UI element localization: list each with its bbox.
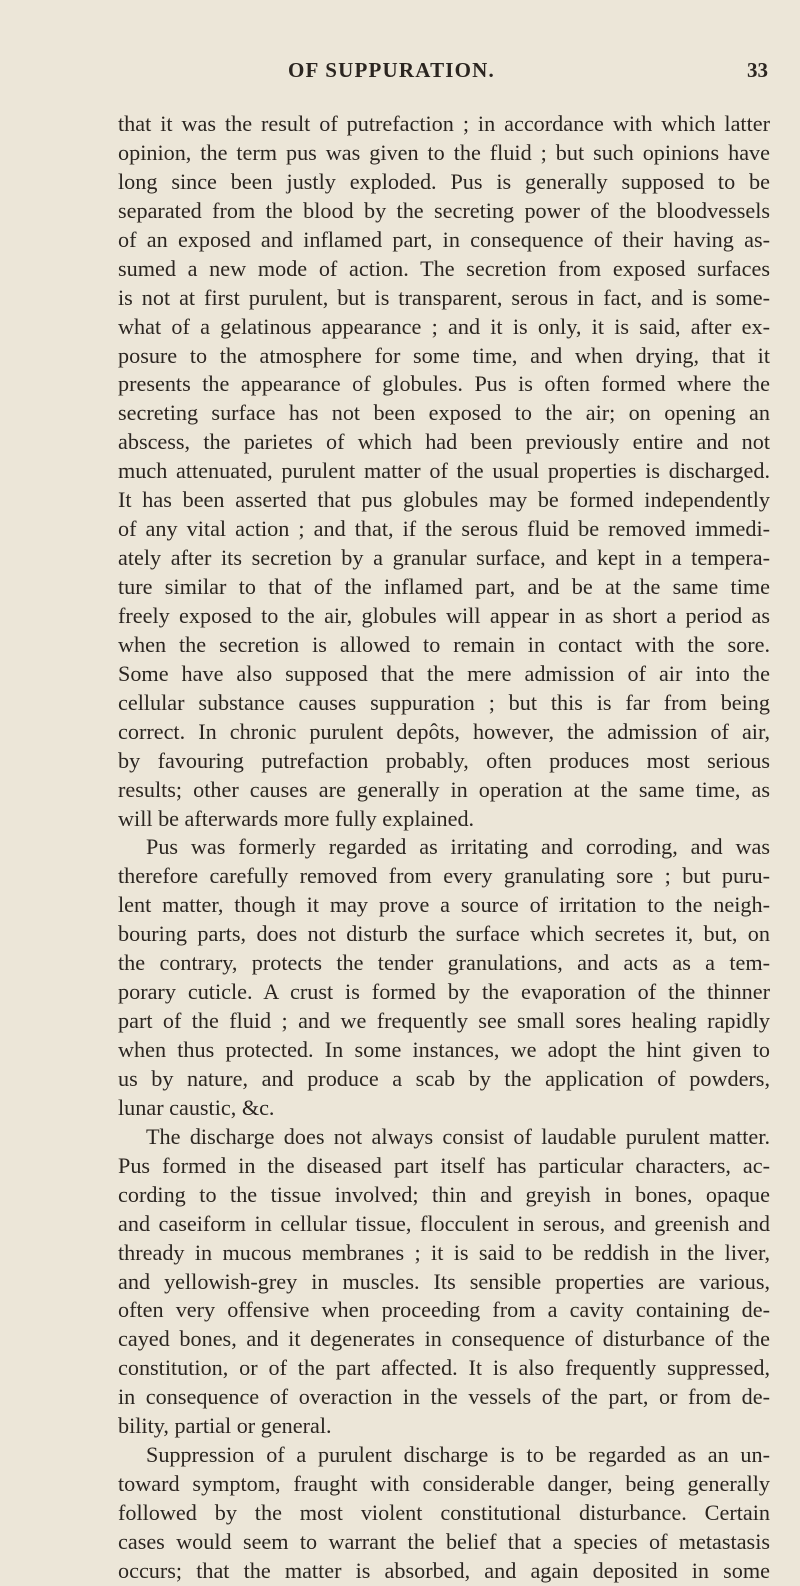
text-line: will be afterwards more fully explained. xyxy=(118,805,475,831)
text-line: much attenuated, purulent matter of the usual properties is discharged. xyxy=(118,458,770,484)
text-line: followed by the most violent constitutional disturbance. Certain xyxy=(118,1500,770,1525)
text-line: part of the fluid ; and we frequently see small sores healing rapidly xyxy=(118,1008,770,1034)
text-line: sumed a new mode of action. The secretion from exposed surfaces xyxy=(118,255,770,281)
text-line: is not at first purulent, but is transparent, serous in fact, and is some- xyxy=(118,284,770,310)
text-line: of an exposed and inflamed part, in consequence of their having as- xyxy=(118,226,770,252)
running-title: OF SUPPURATION. xyxy=(288,58,495,82)
text-line: thready in mucous membranes ; it is said to be reddish in the liver, xyxy=(118,1239,770,1265)
text-line: of any vital action ; and that, if the serous fluid be removed immedi- xyxy=(118,516,770,542)
page-number: 33 xyxy=(747,58,768,82)
text-line: abscess, the parietes of which had been previously entire and not xyxy=(118,429,770,455)
text-line: cayed bones, and it degenerates in consequence of disturbance of the xyxy=(118,1326,770,1352)
text-line: opinion, the term pus was given to the fluid ; but such opinions have xyxy=(118,139,770,165)
text-line: Some have also supposed that the mere admission of air into the xyxy=(118,660,770,686)
text-line: bouring parts, does not disturb the surface which secretes it, but, on xyxy=(118,921,770,947)
text-line: ture similar to that of the inflamed part, and be at the same time xyxy=(118,574,770,599)
text-line: Pus formed in the diseased part itself has particular characters, ac- xyxy=(118,1152,770,1178)
text-line: what of a gelatinous appearance ; and it is only, it is said, after ex- xyxy=(118,313,770,339)
text-line: posure to the atmosphere for some time, and when drying, that it xyxy=(118,342,770,368)
text-line: freely exposed to the air, globules will appear in as short a period as xyxy=(118,602,770,628)
text-line: toward symptom, fraught with considerable danger, being generally xyxy=(118,1471,770,1497)
text-line: occurs; that the matter is absorbed, and again deposited in some xyxy=(118,1557,770,1583)
text-line: Suppression of a purulent discharge is to be regarded as an un- xyxy=(146,1442,770,1468)
text-line: when the secretion is allowed to remain in contact with the sore. xyxy=(118,631,770,657)
text-line: cording to the tissue involved; thin and greyish in bones, opaque xyxy=(118,1181,770,1207)
text-line: correct. In chronic purulent depôts, however, the admission of air, xyxy=(118,718,770,744)
text-line: The discharge does not always consist of laudable purulent matter. xyxy=(146,1123,770,1149)
text-line: and yellowish-grey in muscles. Its sensible properties are various, xyxy=(118,1268,770,1294)
text-line: therefore carefully removed from every granulating sore ; but puru- xyxy=(118,863,770,889)
running-head xyxy=(118,58,780,84)
text-line: in consequence of overaction in the vessels of the part, or from de- xyxy=(118,1384,770,1410)
body-text xyxy=(118,110,770,1586)
text-line: separated from the blood by the secreting power of the bloodvessels xyxy=(118,197,770,223)
text-line: by favouring putrefaction probably, often produces most serious xyxy=(118,747,770,773)
text-line: It has been asserted that pus globules may be formed independently xyxy=(118,487,770,513)
text-line: presents the appearance of globules. Pus is often formed where the xyxy=(118,371,770,397)
text-line: that it was the result of putrefaction ; in accordance with which latter xyxy=(118,111,770,136)
text-line: results; other causes are generally in operation at the same time, as xyxy=(118,776,770,802)
text-line: cases would seem to warrant the belief that a species of metastasis xyxy=(118,1528,770,1554)
text-line: porary cuticle. A crust is formed by the evaporation of the thinner xyxy=(118,979,770,1005)
text-line: long since been justly exploded. Pus is generally supposed to be xyxy=(118,168,770,194)
text-line: cellular substance causes suppuration ; but this is far from being xyxy=(118,689,770,715)
text-line: when thus protected. In some instances, we adopt the hint given to xyxy=(118,1037,770,1062)
text-line: constitution, or of the part affected. It is also frequently suppressed, xyxy=(118,1355,770,1381)
text-line: lent matter, though it may prove a source of irritation to the neigh- xyxy=(118,892,770,918)
text-line: Pus was formerly regarded as irritating and corroding, and was xyxy=(146,834,770,860)
text-line: the contrary, protects the tender granulations, and acts as a tem- xyxy=(118,950,770,976)
text-line: often very offensive when proceeding from a cavity containing de- xyxy=(118,1297,770,1323)
text-line: lunar caustic, &c. xyxy=(118,1094,275,1120)
text-line: ately after its secretion by a granular surface, and kept in a tempera- xyxy=(118,545,770,571)
text-line: us by nature, and produce a scab by the application of powders, xyxy=(118,1065,770,1091)
text-line: and caseiform in cellular tissue, flocculent in serous, and greenish and xyxy=(118,1210,770,1236)
text-line: bility, partial or general. xyxy=(118,1413,332,1439)
text-line: secreting surface has not been exposed to the air; on opening an xyxy=(118,400,770,426)
